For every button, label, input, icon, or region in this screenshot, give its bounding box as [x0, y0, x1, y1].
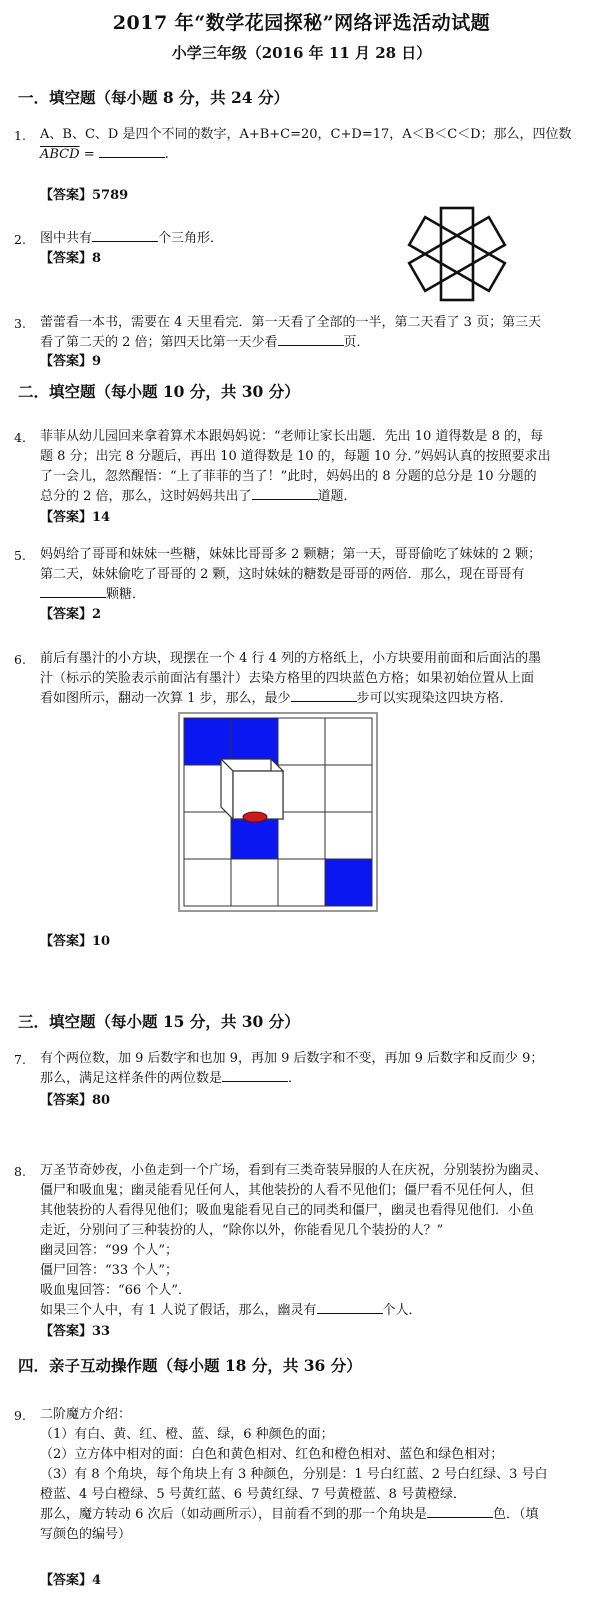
- blue-cell: [184, 718, 231, 765]
- q8-line-3: 其他装扮的人看得见他们；吸血鬼能看见自己的同类和僵尸，幽灵也看得见他们．小鱼: [40, 1203, 535, 1218]
- q3-number: 3.: [14, 316, 26, 331]
- q6-line-4: 步可以实现染这四块方格．: [356, 691, 513, 706]
- q9-line-6: 那么，魔方转动 6 次后（如动画所示），目前看不到的那一个角块是: [40, 1507, 428, 1522]
- q2-blank[interactable]: [92, 229, 158, 242]
- grid-cell: [278, 812, 325, 859]
- star-triangles-figure: [404, 206, 510, 302]
- q9-line-8: 写颜色的编号）: [40, 1527, 132, 1542]
- q6-blank[interactable]: [291, 689, 357, 702]
- q3-line-3: 页．: [343, 335, 370, 350]
- q9-line-1: 二阶魔方介绍：: [40, 1407, 132, 1422]
- q9-number: 9.: [14, 1408, 26, 1423]
- q5-line-3: 颗糖．: [106, 587, 146, 602]
- q7-line-1: 有个两位数，加 9 后数字和也加 9，再加 9 后数字和不变，再加 9 后数字和反而少 9；: [40, 1051, 544, 1066]
- q8-line-7: 吸血鬼回答：“66 个人”．: [40, 1283, 191, 1298]
- q2-line-1: 图中共有: [40, 231, 93, 246]
- grid-cell: [325, 765, 372, 812]
- q8-answer: 【答案】33: [40, 1324, 111, 1339]
- q9-line-5: 橙蓝、4 号白橙绿、5 号黄红蓝、6 号黄红绿、7 号黄橙蓝、8 号黄橙绿．: [40, 1487, 467, 1502]
- q4-number: 4.: [14, 430, 26, 445]
- grid-cell: [325, 812, 372, 859]
- q1-answer: 【答案】5789: [40, 188, 129, 203]
- ink-smiley-mark: [243, 812, 267, 822]
- q8-line-4: 走近，分别问了三种装扮的人，“除你以外，你能看见几个装扮的人？”: [40, 1223, 444, 1238]
- q3-line-1: 蕾蕾看一本书，需要在 4 天里看完．第一天看了全部的一半，第二天看了 3 页；第三天: [40, 315, 542, 330]
- q9-line-3: （2）立方体中相对的面：白色和黄色相对、红色和橙色相对、蓝色和绿色相对；: [40, 1447, 504, 1462]
- grid-cell: [325, 718, 372, 765]
- q5-number: 5.: [14, 548, 26, 563]
- q7-line-2: 那么，满足这样条件的两位数是: [40, 1071, 223, 1086]
- q7-answer: 【答案】80: [40, 1093, 111, 1108]
- q3-text: [40, 313, 589, 353]
- blue-cell: [231, 718, 278, 765]
- q2-number: 2.: [14, 232, 26, 247]
- q8-line-1: 万圣节奇妙夜，小鱼走到一个广场，看到有三类奇装异服的人在庆祝，分别装扮为幽灵、: [40, 1163, 548, 1178]
- q7-number: 7.: [14, 1052, 26, 1067]
- q3-line-2: 看了第二天的 2 倍；第四天比第一天少看: [40, 335, 278, 350]
- q8-line-8: 如果三个人中，有 1 人说了假话，那么，幽灵有: [40, 1303, 317, 1318]
- q6-number: 6.: [14, 652, 26, 667]
- q5-text: [40, 545, 589, 605]
- section-4-heading: 四．亲子互动操作题（每小题 18 分，共 36 分）: [18, 1356, 362, 1375]
- q1-abcd: ABCD: [40, 147, 80, 162]
- q8-number: 8.: [14, 1164, 26, 1179]
- grid-cell: [278, 718, 325, 765]
- q2-line-2: 个三角形．: [158, 231, 224, 246]
- q3-answer: 【答案】9: [40, 354, 102, 369]
- q1-text: [40, 125, 589, 165]
- blue-cell: [325, 859, 372, 906]
- grid-cell: [278, 765, 325, 812]
- q2-text: [40, 229, 223, 249]
- q6-line-2: 汁（标示的笑脸表示前面沾有墨汁）去染方格里的四块蓝色方格；如果初始位置从上面: [40, 671, 535, 686]
- grid-cell: [184, 812, 231, 859]
- q1-blank[interactable]: [99, 145, 165, 158]
- q6-line-1: 前后有墨汁的小方块，现摆在一个 4 行 4 列的方格纸上，小方块要用前面和后面沾的墨: [40, 651, 542, 666]
- q8-line-2: 僵尸和吸血鬼；幽灵能看见任何人，其他装扮的人看不见他们；僵尸看不见任何人，但: [40, 1183, 535, 1198]
- q4-blank[interactable]: [252, 487, 318, 500]
- q6-line-3: 看如图所示，翻动一次算 1 步，那么，最少: [40, 691, 291, 706]
- q7-text: [40, 1049, 589, 1089]
- q9-line-2: （1）有白、黄、红、橙、蓝、绿，6 种颜色的面；: [40, 1427, 334, 1442]
- q8-line-5: 幽灵回答：“99 个人”；: [40, 1243, 178, 1258]
- q5-line-2: 第二天，妹妹偷吃了哥哥的 2 颗，这时妹妹的糖数是哥哥的两倍．那么，现在哥哥有: [40, 567, 525, 582]
- q8-line-9: 个人．: [382, 1303, 422, 1318]
- section-3-heading: 三．填空题（每小题 15 分，共 30 分）: [18, 1012, 300, 1031]
- q5-answer: 【答案】2: [40, 607, 102, 622]
- section-2-heading: 二．填空题（每小题 10 分，共 30 分）: [18, 382, 300, 401]
- q9-line-7: 色．（填: [493, 1507, 539, 1522]
- q5-line-1: 妈妈给了哥哥和妹妹一些糖，妹妹比哥哥多 2 颗糖；第一天，哥哥偷吃了妹妹的 2 颗；: [40, 547, 542, 562]
- q1-line-2: =: [83, 147, 99, 162]
- star-bar-vertical: [441, 208, 473, 300]
- q1-line-1: A、B、C、D 是四个不同的数字，A+B+C=20，C+D=17，A＜B＜C＜D；那么，四位数: [40, 127, 572, 142]
- grid-cell: [278, 859, 325, 906]
- q8-line-6: 僵尸回答：“33 个人”；: [40, 1263, 178, 1278]
- section-1-heading: 一．填空题（每小题 8 分，共 24 分）: [18, 88, 289, 107]
- q8-blank[interactable]: [317, 1301, 383, 1314]
- q4-line-5: 道题．: [317, 489, 357, 504]
- q4-line-2: 题 8 分；出完 8 分题后，再出 10 道得数是 10 的，每题 10 分．”妈妈认真的按照要求出: [40, 449, 551, 464]
- page-subtitle: 小学三年级（2016 年 11 月 28 日）: [171, 44, 432, 62]
- grid-cell: [184, 859, 231, 906]
- q4-line-1: 菲菲从幼儿园回来拿着算术本跟妈妈说：“老师让家长出题．先出 10 道得数是 8 的，每: [40, 429, 543, 444]
- cube-grid-figure: [178, 712, 378, 922]
- q9-answer: 【答案】4: [40, 1573, 102, 1588]
- q4-line-4: 总分的 2 倍，那么，这时妈妈共出了: [40, 489, 252, 504]
- q4-answer: 【答案】14: [40, 510, 111, 525]
- star-bar-120: [409, 217, 505, 291]
- q1-number: 1.: [14, 128, 26, 143]
- q9-text: [40, 1405, 589, 1545]
- q2-answer: 【答案】8: [40, 251, 102, 266]
- q6-text: [40, 649, 589, 709]
- q8-text: [40, 1161, 589, 1321]
- q1-tail: .: [164, 147, 169, 162]
- q6-answer: 【答案】10: [40, 934, 111, 949]
- q3-blank[interactable]: [278, 333, 344, 346]
- q7-line-3: ．: [288, 1071, 302, 1086]
- q5-blank[interactable]: [40, 585, 106, 598]
- q9-line-4: （3）有 8 个角块，每个角块上有 3 种颜色，分别是：1 号白红蓝、2 号白红绿、3 号白: [40, 1467, 548, 1482]
- q4-line-3: 了一会儿，忽然醒悟：“上了菲菲的当了！”此时，妈妈出的 8 分题的总分是 10 分题的: [40, 469, 537, 484]
- q7-blank[interactable]: [222, 1069, 288, 1082]
- page-title: 2017 年“数学花园探秘”网络评选活动试题: [112, 12, 491, 34]
- q4-text: [40, 427, 589, 507]
- grid-cell: [231, 859, 278, 906]
- q9-blank[interactable]: [427, 1505, 493, 1518]
